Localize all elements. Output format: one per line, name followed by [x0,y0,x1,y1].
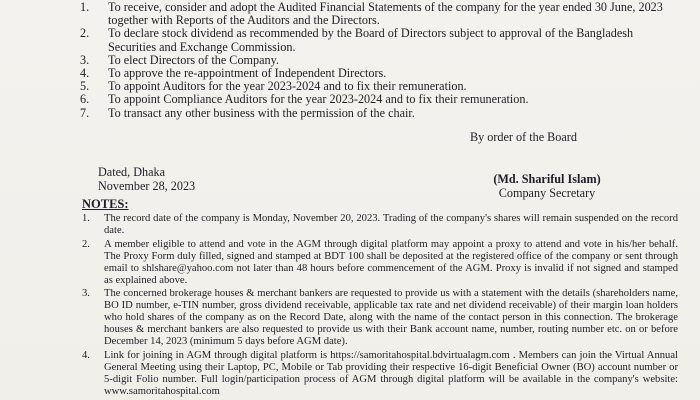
note-item [82,239,678,287]
agenda-item-number: 2. [80,26,90,41]
signatory-title: Company Secretary [498,185,596,200]
agenda-item-text: To receive, consider and adopt the Audited Financial Statements of the company for the year ended 30 June, 2023 together with Reports of the Auditors and the Directors. [108,0,663,28]
notes-list [82,213,678,400]
agenda-item-number: 6. [80,92,90,107]
agenda-item-number: 5. [80,79,90,94]
agenda-item-number: 1. [80,0,90,14]
note-number: 4. [82,349,90,361]
agenda-item [80,1,680,27]
note-text: A member eligible to attend and vote in the AGM through digital platform may appoint a proxy to attend and vote in his/her behalf. The Proxy Form duly filled, signed and stamped at BDT 100 shall be deposited at the registered office of the company or sent through email to shlshare@yahoo.com not later than 48 hours before commencement of the AGM. Proxy is invalid if not signed and stamped as explained above. [104,238,678,286]
agenda-item-number: 4. [80,66,90,81]
note-item [82,288,678,348]
agenda-item-number: 7. [80,105,90,120]
agenda-list [80,1,680,120]
agenda-item [80,27,680,53]
notes-heading: NOTES: [82,197,129,211]
dated-block [98,165,195,193]
order-of-board: By order of the Board [470,130,577,144]
agenda-item-text: To elect Directors of the Company. [108,52,279,67]
agenda-item-text: To appoint Compliance Auditors for the year 2023-2024 and to fix their remuneration. [108,92,529,107]
agenda-item-text: To approve the re-appointment of Independent Directors. [108,66,387,81]
signatory-name: (Md. Shariful Islam) [493,172,601,186]
note-number: 2. [82,238,90,250]
note-text: Link for joining in AGM through digital platform is https://samoritahospital.bdvirtualagm.com . Members can join the Virtual Annual General Meeting using their Laptop, PC, Mobile or Tab providing their respective 16-digit Beneficial Owner (BO) account number or 5-digit Folio number. Full login/participation process of AGM through digital platform will be available in the company's website: www.samoritahospital.com [104,349,678,397]
agenda-item [80,93,680,106]
agenda-item-text: To transact any other business with the permission of the chair. [108,105,415,120]
agenda-item-text: To appoint Auditors for the year 2023-2024 and to fix their remuneration. [108,79,467,94]
note-text: The concerned brokerage houses & merchant bankers are requested to provide us with a statement with the details (shareholders name, BO ID number, e-TIN number, gross dividend receivable, applicable tax rate and net dividend receivable) of their margin loan holders who hold shares of the company as on the Record Date, along with the name of the contact person in this connection. The brokerage houses & merchant bankers are also requested to provide us with their Bank account name, number, routing number etc. on or before December 14, 2023 (minimum 5 days before AGM date). [104,288,678,348]
agenda-item [80,107,680,120]
note-number: 1. [82,213,90,224]
note-number: 3. [82,288,90,300]
note-item [82,213,678,237]
dated-label: Dated, Dhaka [98,165,166,179]
dated-value: November 28, 2023 [98,179,196,193]
note-item [82,350,678,398]
agenda-item-number: 3. [80,52,90,67]
agenda-item-text: To declare stock dividend as recommended by the Board of Directors subject to approval of the Bangladesh Securities and Exchange Commission. [108,26,634,54]
signature-block [472,173,622,200]
note-text: The record date of the company is Monday, November 20, 2023. Trading of the company's shares will remain suspended on the record date. [104,213,678,236]
